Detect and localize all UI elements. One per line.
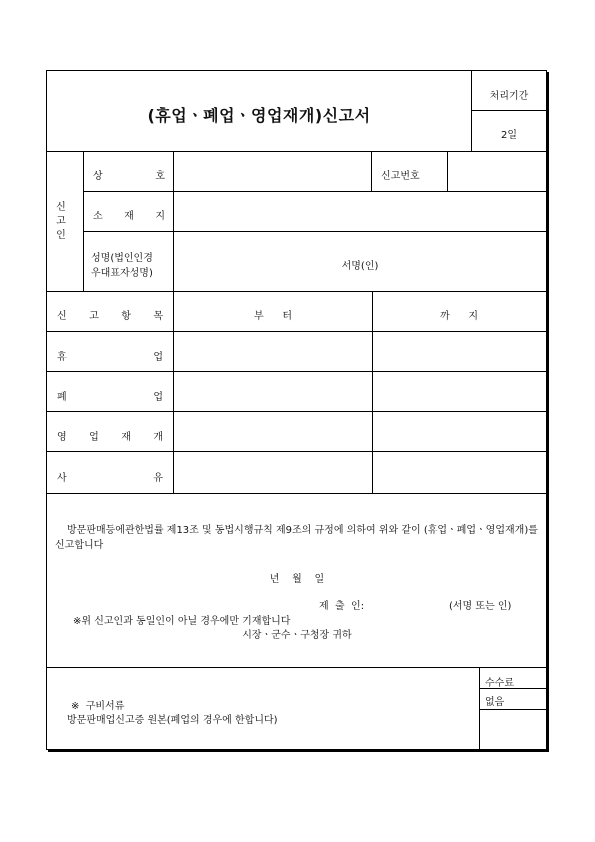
address-label: 소 재 지 — [93, 211, 165, 222]
resumption-to-field[interactable] — [373, 412, 547, 451]
statement-date: 년 월 일 — [269, 574, 325, 585]
closure-to-field[interactable] — [373, 372, 547, 411]
name-field[interactable] — [174, 232, 547, 291]
fee-value: 없음 — [485, 697, 505, 708]
row-label-resumption: 영 업 재 개 — [57, 432, 163, 443]
processing-period-value: 2일 — [500, 130, 518, 141]
closure-from-field[interactable] — [174, 372, 372, 411]
statement-note: ※위 신고인과 동일인이 아닐 경우에만 기재합니다 — [73, 616, 291, 627]
resumption-from-field[interactable] — [174, 412, 372, 451]
fee-label: 수수료 — [485, 678, 514, 689]
report-number-label: 신고번호 — [381, 171, 420, 182]
processing-period-label: 처리기간 — [489, 91, 529, 102]
statement-addressee: 시장ㆍ군수ㆍ구청장 귀하 — [242, 630, 352, 641]
statement-body: 방문판매등에관한법률 제13조 및 동법시행규칙 제9조의 규정에 의하여 위와 같이 (휴업ㆍ폐업ㆍ영업재개)를 신고합니다 — [55, 525, 538, 551]
reason-to-field[interactable] — [373, 452, 547, 493]
trade-name-label: 상 호 — [93, 171, 165, 182]
suspension-to-field[interactable] — [373, 332, 547, 371]
name-label-line1: 성명(법인인경 — [91, 253, 153, 264]
submitter-signature: (서명 또는 인) — [449, 601, 512, 612]
form-title: (휴업ㆍ폐업ㆍ영업재개)신고서 — [147, 106, 371, 125]
attachments-heading: ※ 구비서류 — [71, 701, 125, 712]
reporter-char: 인 — [56, 230, 66, 241]
report-number-field[interactable] — [448, 152, 547, 191]
reporter-char: 신 — [56, 202, 66, 213]
trade-name-field[interactable] — [174, 152, 371, 191]
signature-label: 서명(인) — [341, 261, 379, 272]
from-header: 부 터 — [254, 311, 292, 322]
reporter-group-label — [51, 201, 71, 243]
row-label-closure: 폐 업 — [57, 392, 163, 403]
attachments-item: 방문판매업신고증 원본(폐업의 경우에 한합니다) — [67, 715, 278, 726]
report-form — [46, 70, 547, 750]
reporter-char: 고 — [56, 216, 66, 227]
row-label-suspension: 휴 업 — [57, 352, 163, 363]
reason-from-field[interactable] — [174, 452, 372, 493]
suspension-from-field[interactable] — [174, 332, 372, 371]
submitter-label: 제 출 인: — [319, 601, 365, 612]
name-label-line2: 우대표자성명) — [91, 268, 153, 279]
to-header: 까 지 — [440, 311, 478, 322]
address-field[interactable] — [174, 192, 547, 231]
items-header-label: 신 고 항 목 — [57, 311, 163, 322]
row-label-reason: 사 유 — [57, 473, 163, 484]
